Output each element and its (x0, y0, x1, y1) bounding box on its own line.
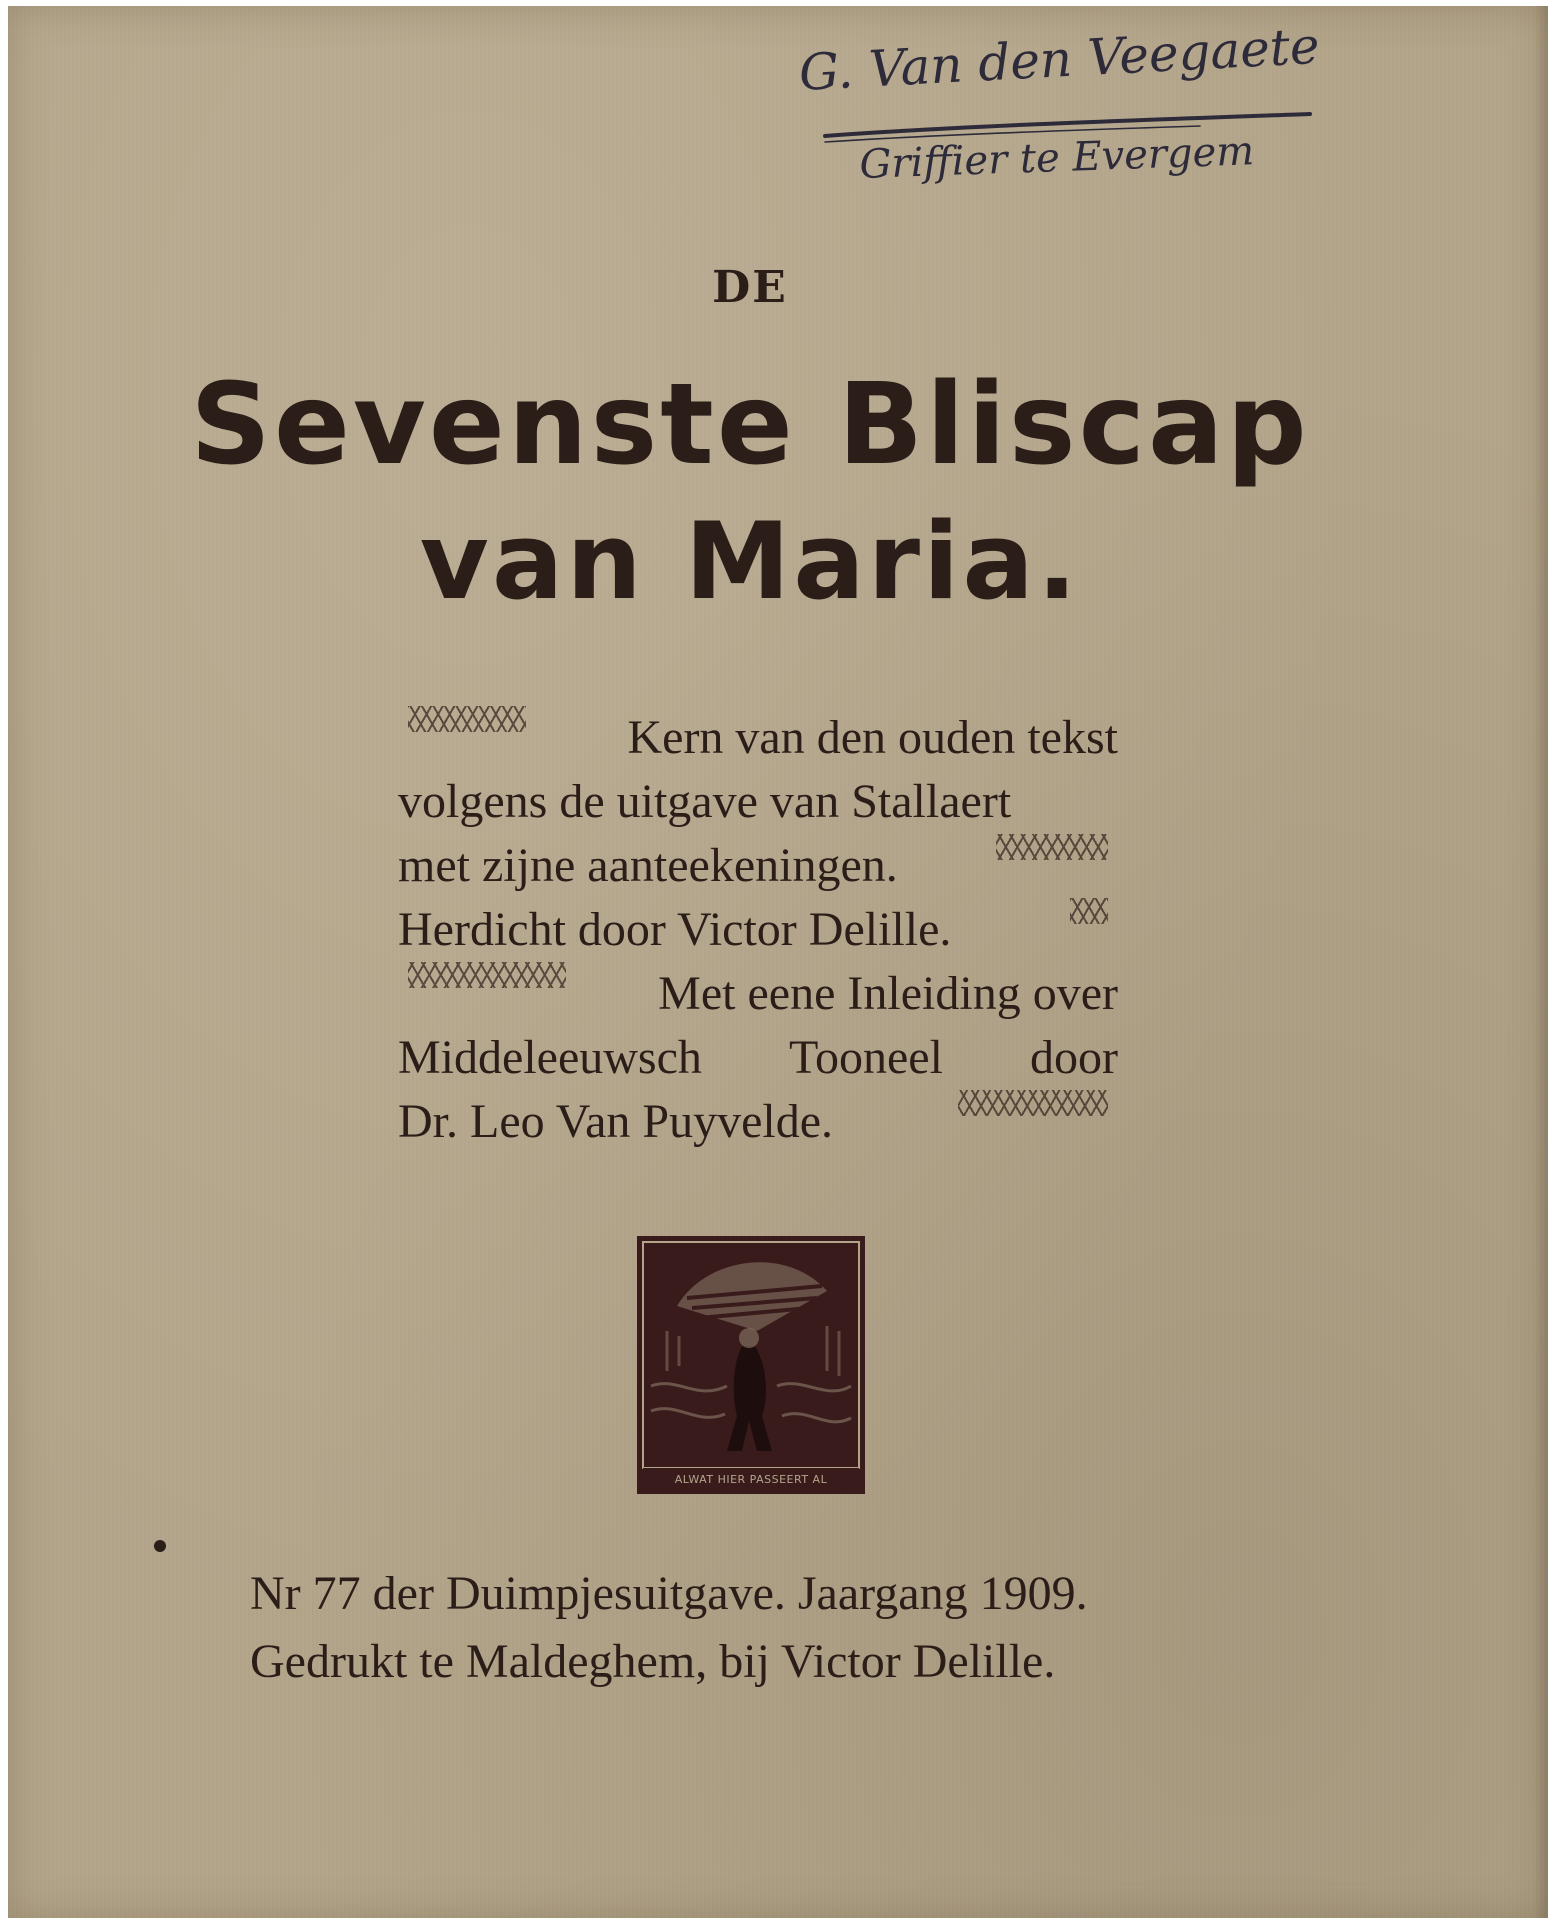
description-line-3: met zijne aanteekeningen. (398, 834, 1118, 898)
woodcut-caption: ALWAT HIER PASSEERT AL (674, 1473, 828, 1486)
description-line-6: Middeleeuwsch Tooneel door (398, 1031, 1118, 1084)
description-line-1: Kern van den ouden tekst (398, 706, 1118, 770)
signature-subtitle: Griffier te Evergem (858, 128, 1255, 188)
ornament-icon (996, 834, 1108, 860)
description-line-2: volgens de uitgave van Stallaert (398, 775, 1012, 828)
description-line-5: Met eene Inleiding over (398, 962, 1118, 1026)
ornament-icon (958, 1090, 1108, 1116)
title-article: DE (712, 262, 788, 313)
woodcut-illustration (637, 1236, 865, 1494)
description-line-4: Herdicht door Victor Delille. (398, 898, 1118, 962)
description-block (398, 706, 1118, 1154)
ornament-icon (408, 962, 566, 988)
imprint-line-2: Gedrukt te Maldeghem, bij Victor Delille. (250, 1635, 1056, 1688)
imprint-block (250, 1560, 1250, 1696)
description-line-7: Dr. Leo Van Puyvelde. (398, 1090, 1118, 1154)
title-line-1: Sevenste Bliscap (190, 360, 1310, 490)
signature-name: G. Van den Veegaete (797, 28, 1321, 102)
ink-spot (154, 1540, 166, 1552)
imprint-line-1: Nr 77 der Duimpjesuitgave. Jaargang 1909. (250, 1567, 1088, 1620)
ornament-icon (1070, 898, 1108, 924)
title-line-2: van Maria. (419, 500, 1081, 623)
ornament-icon (408, 706, 526, 732)
handwritten-signature (780, 28, 1400, 208)
cover-edge-shadow (1534, 6, 1548, 1918)
